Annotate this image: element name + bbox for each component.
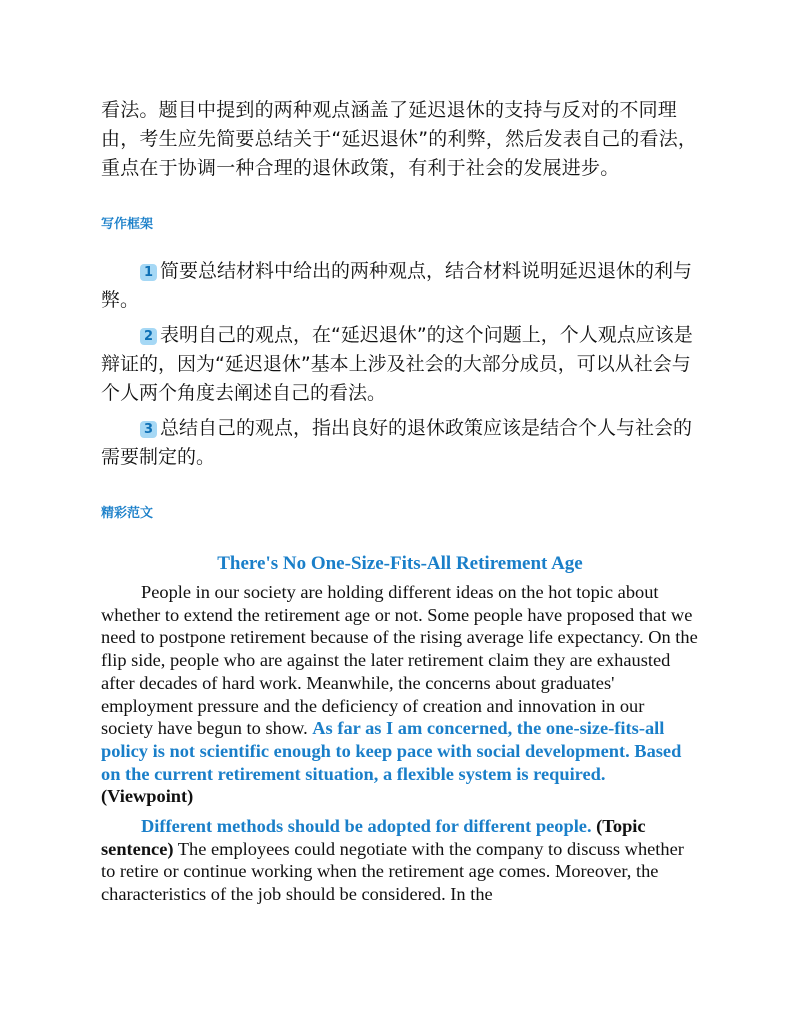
document-page [101,96,699,906]
paragraph-2-body: The employees could negotiate with the company to discuss whether to retire or continue working when the retirement age comes. Moreover, the characteristics of the job should be considered. In the [101,838,684,905]
framework-item-2 [101,321,699,408]
framework-item-3-text: 总结自己的观点，指出良好的退休政策应该是结合个人与社会的需要制定的。 [101,417,693,468]
intro-paragraph: 看法。题目中提到的两种观点涵盖了延迟退休的支持与反对的不同理由，考生应先简要总结关于“延迟退休”的利弊，然后发表自己的看法，重点在于协调一种合理的退休政策，有利于社会的发展进步。 [101,99,698,179]
framework-item-2-text: 表明自己的观点，在“延迟退休”的这个问题上，个人观点应该是辩证的，因为“延迟退休”基本上涉及社会的大部分成员，可以从社会与个人两个角度去阐述自己的看法。 [101,324,693,404]
essay-paragraph-1 [101,581,699,808]
number-badge-1: 1 [140,264,157,281]
framework-item-1 [101,257,699,315]
paragraph-1-body: People in our society are holding different ideas on the hot topic about whether to extend the retirement age or not. Some people have proposed that we need to postpone retirement because of the rising average life expectancy. On the flip side, people who are against the later retirement claim they are exhausted after decades of hard work. Meanwhile, the concerns about graduates' employment pressure and the deficiency of creation and innovation in our society have begun to show. [101,582,698,739]
essay-paragraph-2 [101,815,699,906]
viewpoint-highlight: As far as I am concerned, the one-size-fits-all policy is not scientific enough to keep pace with social development. Based on the current retirement situation, a flexible system is required. [101,718,682,784]
essay-title: There's No One-Size-Fits-All Retirement Age [217,553,583,574]
viewpoint-tag: (Viewpoint) [101,786,194,807]
topic-sentence-tag: (Topic sentence) [101,816,646,859]
number-badge-3: 3 [140,421,157,438]
framework-item-1-text: 简要总结材料中给出的两种观点，结合材料说明延迟退休的利与弊。 [101,260,693,311]
framework-heading: 写作框架 [101,217,154,232]
number-badge-2: 2 [140,328,157,345]
topic-sentence-highlight: Different methods should be adopted for different people. [141,816,592,837]
framework-item-3 [101,414,699,472]
sample-heading: 精彩范文 [101,506,154,521]
